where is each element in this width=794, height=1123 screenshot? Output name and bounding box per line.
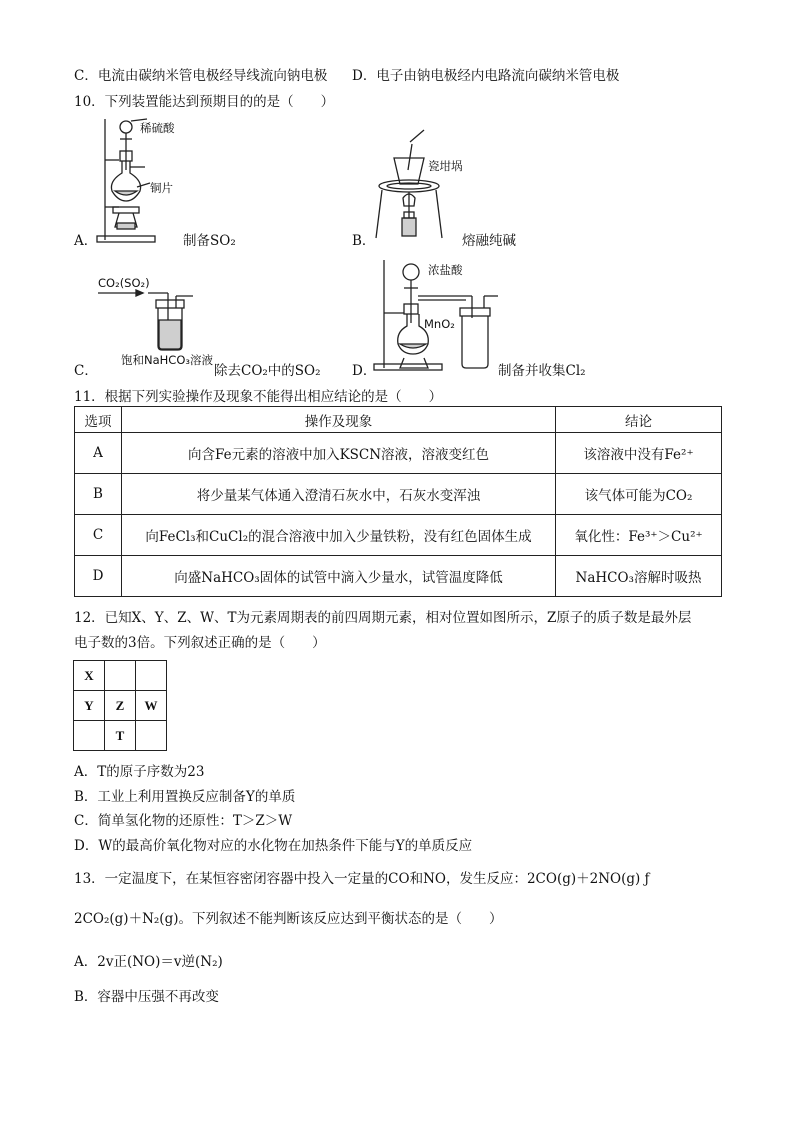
q10-option-d-letter: D． <box>352 363 377 379</box>
grid-cell: W <box>136 691 167 721</box>
grid-cell <box>105 661 136 691</box>
table-row <box>75 515 722 556</box>
header-operation: 操作及现象 <box>122 407 556 433</box>
q10-option-a-caption: 制备SO₂ <box>183 233 236 249</box>
row-operation: 向FeCl₃和CuCl₂的混合溶液中加入少量铁粉，没有红色固体生成 <box>122 515 556 556</box>
q10-option-c-letter: C． <box>74 363 98 379</box>
q12-option-b: B．工业上利用置换反应制备Y的单质 <box>74 789 296 805</box>
apparatus-a-metal-label: 铜片 <box>150 181 173 195</box>
grid-cell: Y <box>74 691 105 721</box>
q9-option-c: C．电流由碳纳米管电极经导线流向钠电极 <box>74 68 328 84</box>
q13-stem-line1: 13．一定温度下，在某恒容密闭容器中投入一定量的CO和NO，发生反应：2CO(g)＋2NO(g) ƒ <box>74 871 650 887</box>
q13-option-b: B．容器中压强不再改变 <box>74 989 219 1005</box>
q12-option-d: D．W的最高价氧化物对应的水化物在加热条件下能与Y的单质反应 <box>74 838 473 854</box>
apparatus-a-acid-label: 稀硫酸 <box>140 121 175 135</box>
q9-option-d: D．电子由钠电极经内电路流向碳纳米管电极 <box>352 68 620 84</box>
q10-option-b-letter: B． <box>352 233 376 249</box>
header-option: 选项 <box>75 407 122 433</box>
q10-option-a-letter: A． <box>74 233 98 249</box>
q10-option-d-caption: 制备并收集Cl₂ <box>498 363 586 379</box>
row-option: C <box>75 515 122 556</box>
table-row <box>75 556 722 597</box>
grid-cell: T <box>105 721 136 751</box>
apparatus-b-crucible-label: 瓷坩埚 <box>428 159 463 173</box>
q12-stem-line1: 12．已知X、Y、Z、W、T为元素周期表的前四周期元素，相对位置如图所示，Z原子的质子数是最外层 <box>74 610 692 626</box>
q10-option-b-caption: 熔融纯碱 <box>462 233 516 249</box>
grid-cell <box>74 721 105 751</box>
q12-stem-line2: 电子数的3倍。下列叙述正确的是（ ） <box>74 635 326 651</box>
grid-cell: Z <box>105 691 136 721</box>
periodic-table-fragment <box>73 660 167 751</box>
row-option: B <box>75 474 122 515</box>
grid-cell: X <box>74 661 105 691</box>
row-conclusion: NaHCO₃溶解时吸热 <box>556 556 722 597</box>
table-row <box>75 433 722 474</box>
row-operation: 将少量某气体通入澄清石灰水中，石灰水变浑浊 <box>122 474 556 515</box>
q11-table <box>74 406 722 597</box>
grid-cell <box>136 661 167 691</box>
apparatus-c-diagram <box>98 288 193 353</box>
q10-option-c-caption: 除去CO₂中的SO₂ <box>214 363 321 379</box>
table-header-row <box>75 407 722 433</box>
apparatus-c-solution-label: 饱和NaHCO₃溶液 <box>121 353 213 367</box>
q12-option-c: C．简单氢化物的还原性：T＞Z＞W <box>74 813 293 829</box>
q13-stem-line2: 2CO₂(g)＋N₂(g)。下列叙述不能判断该反应达到平衡状态的是（ ） <box>74 911 503 927</box>
row-conclusion: 该气体可能为CO₂ <box>556 474 722 515</box>
row-option: D <box>75 556 122 597</box>
row-conclusion: 该溶液中没有Fe²⁺ <box>556 433 722 474</box>
q11-stem: 11．根据下列实验操作及现象不能得出相应结论的是（ ） <box>74 389 443 405</box>
apparatus-d-solid-label: MnO₂ <box>424 317 455 331</box>
header-conclusion: 结论 <box>556 407 722 433</box>
apparatus-c-gas-label: CO₂(SO₂) <box>98 276 150 290</box>
row-conclusion: 氧化性：Fe³⁺＞Cu²⁺ <box>556 515 722 556</box>
apparatus-d-acid-label: 浓盐酸 <box>428 263 463 277</box>
q13-option-a: A．2v正(NO)＝v逆(N₂) <box>74 954 223 970</box>
grid-cell <box>136 721 167 751</box>
row-operation: 向含Fe元素的溶液中加入KSCN溶液，溶液变红色 <box>122 433 556 474</box>
row-operation: 向盛NaHCO₃固体的试管中滴入少量水，试管温度降低 <box>122 556 556 597</box>
row-option: A <box>75 433 122 474</box>
table-row <box>75 474 722 515</box>
q10-stem: 10．下列装置能达到预期目的的是（ ） <box>74 94 335 110</box>
apparatus-b-diagram <box>372 140 447 245</box>
q12-option-a: A．T的原子序数为23 <box>74 764 205 780</box>
